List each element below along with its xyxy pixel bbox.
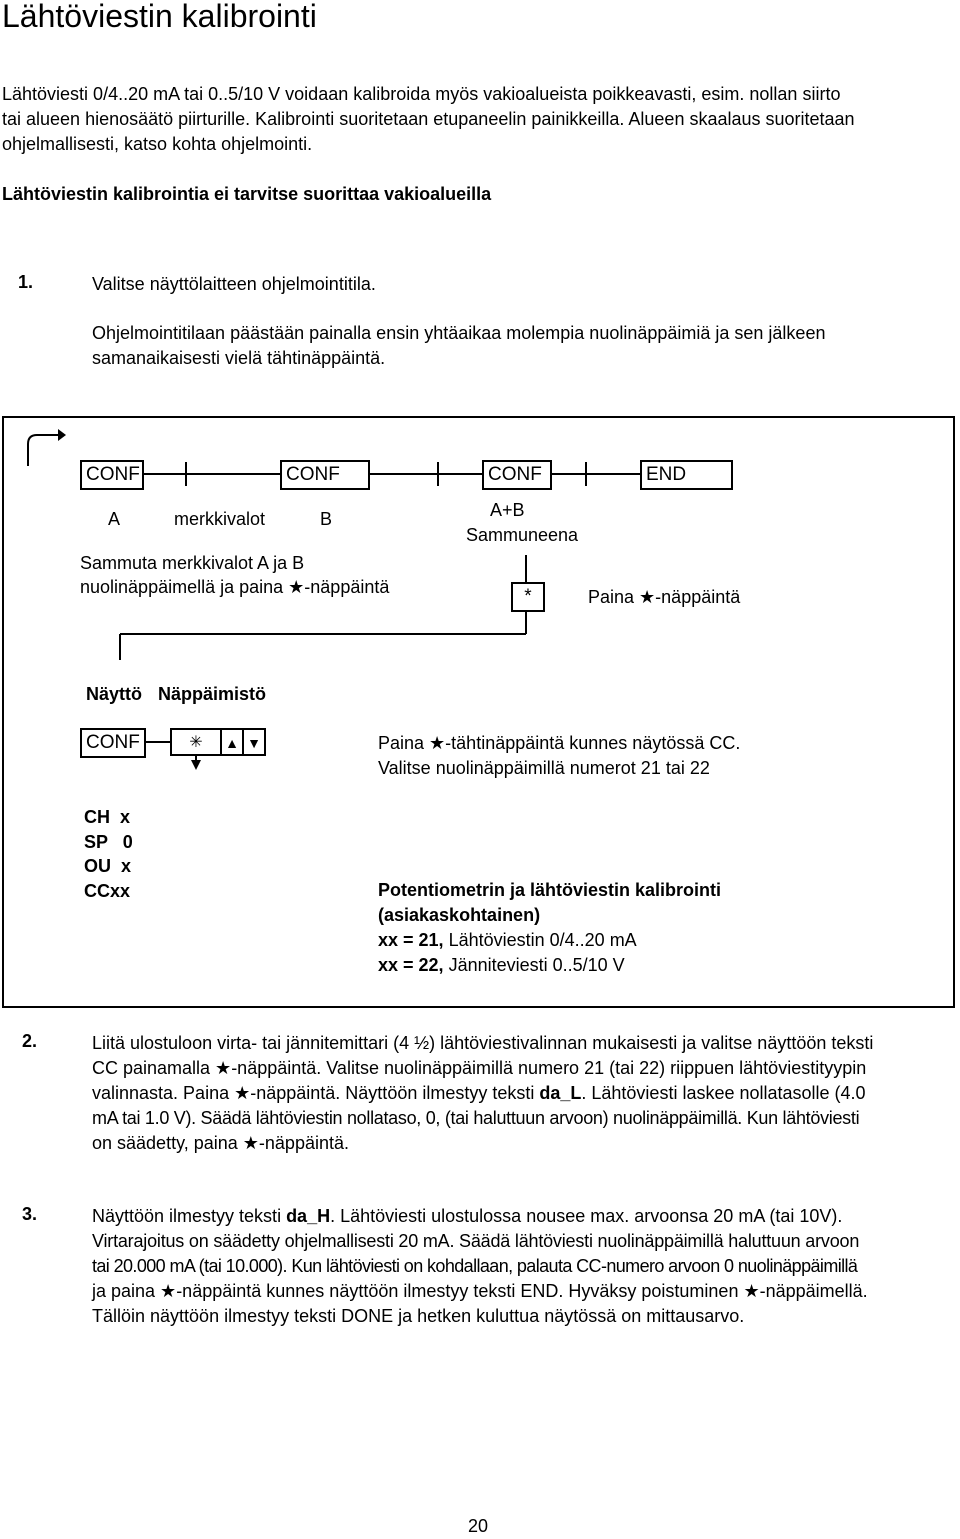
pot-title: Potentiometrin ja lähtöviestin kalibrointi xyxy=(378,880,722,900)
step-3-line: Virtarajoitus on säädetty ohjelmallisesti 20 mA. Säädä lähtöviesti nuolinäppäimillä haluttuun arvoon xyxy=(92,1231,860,1251)
step-2-text-part: valinnasta. Paina ★-näppäintä. Näyttöön ilmestyy teksti xyxy=(92,1083,540,1103)
step-3-text-part: Näyttöön ilmestyy teksti xyxy=(92,1206,287,1226)
keypad-column-header: Näppäimistö xyxy=(158,684,267,704)
display-conf-5: CONF xyxy=(80,728,146,758)
keypad-down-arrow xyxy=(191,760,201,770)
intro-line: ohjelmallisesti, katso kohta ohjelmointi. xyxy=(2,134,313,154)
asterisk-key-icon: ✳ xyxy=(170,728,222,756)
lamp-b-label: B xyxy=(320,509,333,529)
xx22-row xyxy=(378,953,721,978)
step-1-line: samanaikaisesti vielä tähtinäppäintä. xyxy=(92,348,386,368)
hint-line: Valitse nuolinäppäimillä numerot 21 tai 22 xyxy=(378,758,710,778)
enter-arrow-head xyxy=(58,429,66,441)
pot-block xyxy=(378,878,721,978)
step-3-number: 3. xyxy=(22,1204,38,1224)
step-1-line: Ohjelmointitilaan päästään painalla ensin yhtäaikaa molempia nuolinäppäimiä ja sen jälkeen xyxy=(92,323,826,343)
step-2-text xyxy=(92,1031,954,1156)
step-3-text xyxy=(92,1204,954,1329)
page-number: 20 xyxy=(468,1516,489,1536)
step-3-line xyxy=(92,1204,954,1229)
xx21-row xyxy=(378,928,721,953)
display-column-header: Näyttö xyxy=(86,684,143,704)
keypad xyxy=(170,728,266,756)
intro-line: tai alueen hienosäätö piirturille. Kalibrointi suoritetaan etupaneelin painikkeilla. Alueen skaalaus suoritetaan xyxy=(2,109,855,129)
up-arrow-key-icon: ▲ xyxy=(222,728,244,756)
step-1-heading: Valitse näyttölaitteen ohjelmointitila. xyxy=(92,274,376,294)
step-2-line: CC painamalla ★-näppäintä. Valitse nuolinäppäimillä numero 21 (tai 22) riippuen lähtöviestityypin xyxy=(92,1058,867,1078)
lamp-ab-label: A+B xyxy=(490,500,525,520)
menu-list xyxy=(84,805,133,903)
step-1-number: 1. xyxy=(18,272,34,292)
menu-item: SP 0 xyxy=(84,831,133,852)
star-key: * xyxy=(511,582,545,612)
instruction-line: Sammuta merkkivalot A ja B xyxy=(80,553,305,573)
xx21-value: Lähtöviestin 0/4..20 mA xyxy=(448,930,637,950)
lamps-label: merkkivalot xyxy=(174,509,266,529)
page-title: Lähtöviestin kalibrointi xyxy=(2,0,317,34)
display-conf-3: CONF xyxy=(482,460,552,490)
display-conf-2: CONF xyxy=(280,460,370,490)
step-3-line: Tällöin näyttöön ilmestyy teksti DONE ja hetken kuluttua näytössä on mittausarvo. xyxy=(92,1306,745,1326)
pot-subtitle: (asiakaskohtainen) xyxy=(378,905,541,925)
step-3-line: ja paina ★-näppäintä kunnes näyttöön ilmestyy teksti END. Hyväksy poistuminen ★-näppäimellä. xyxy=(92,1281,868,1301)
lamp-a-label: A xyxy=(108,509,121,529)
step-2-number: 2. xyxy=(22,1031,38,1051)
press-star-label: Paina ★-näppäintä xyxy=(588,587,741,607)
step-3-line: tai 20.000 mA (tai 10.000). Kun lähtöviesti on kohdallaan, palauta CC-numero arvoon 0 nuolinäppäimillä xyxy=(92,1256,858,1276)
xx22-key: xx = 22, xyxy=(378,955,444,975)
intro-note: Lähtöviestin kalibrointia ei tarvitse suorittaa vakioalueilla xyxy=(2,184,492,204)
xx22-value: Jänniteviesti 0..5/10 V xyxy=(448,955,625,975)
down-arrow-key-icon: ▼ xyxy=(244,728,266,756)
instruction-line: nuolinäppäimellä ja paina ★-näppäintä xyxy=(80,577,390,597)
intro-line: Lähtöviesti 0/4..20 mA tai 0..5/10 V voidaan kalibroida myös vakioalueista poikkeavasti, esim. nollan siirto xyxy=(2,84,841,104)
step-2-line: mA tai 1.0 V). Säädä lähtöviestin nollataso, 0, (tai haluttuun arvoon) nuolinäppäimillä. Kun lähtöviesti xyxy=(92,1108,860,1128)
step-2-line: on säädetty, paina ★-näppäintä. xyxy=(92,1133,349,1153)
code-da-l: da_L xyxy=(539,1083,582,1103)
hint-line: Paina ★-tähtinäppäintä kunnes näytössä CC. xyxy=(378,733,741,753)
display-end: END xyxy=(640,460,733,490)
code-da-h: da_H xyxy=(286,1206,331,1226)
lamps-off-label: Sammuneena xyxy=(466,525,579,545)
menu-item: CH x xyxy=(84,807,131,827)
xx21-key: xx = 21, xyxy=(378,930,444,950)
step-2-line: Liitä ulostuloon virta- tai jännitemittari (4 ½) lähtöviestivalinnan mukaisesti ja valitse näyttöön teksti xyxy=(92,1033,874,1053)
step-3-text-part: . Lähtöviesti ulostulossa nousee max. arvoonsa 20 mA (tai 10V). xyxy=(330,1206,843,1226)
step-2-line xyxy=(92,1081,954,1106)
step-2-text-part: . Lähtöviesti laskee nollatasolle (4.0 xyxy=(581,1083,866,1103)
display-conf-1: CONF xyxy=(80,460,144,490)
menu-item: OU x xyxy=(84,856,132,876)
menu-item: CCxx xyxy=(84,880,131,901)
